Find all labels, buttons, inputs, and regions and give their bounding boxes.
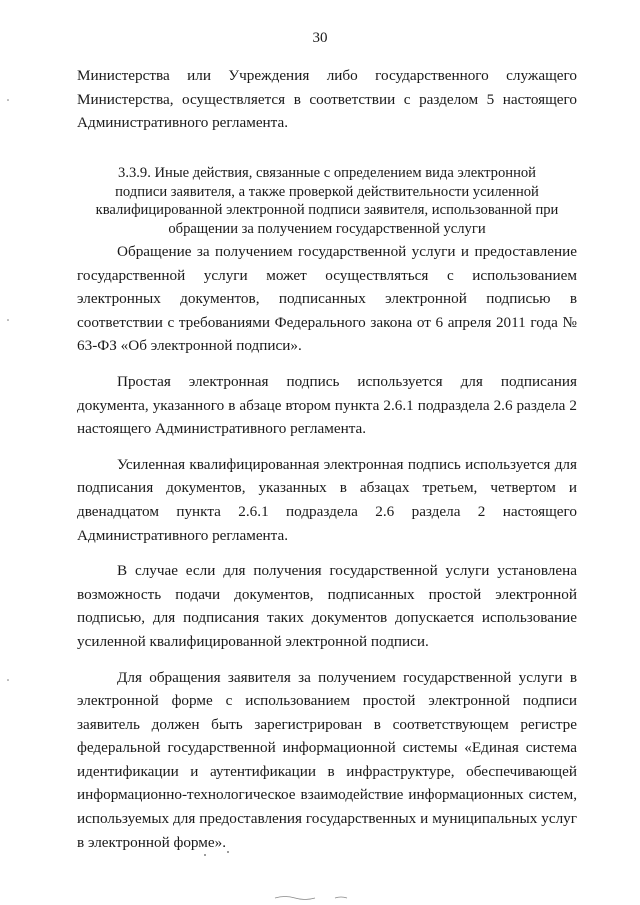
body-paragraph: Усиленная квалифицированная электронная подпись используется для подписания документов, указанных в абзацах третьем, четвертом и двенадцатом пункта 2.6.1 подраздела 2.6 раздела 2 настоящего Административного регламента. (77, 455, 577, 544)
heading-line: квалифицированной электронной подписи заявителя, использованной при (95, 202, 559, 219)
body-paragraph: Простая электронная подпись используется для подписания документа, указанного в абзаце втором пункта 2.6.1 подраздела 2.6 раздела 2 настоящего Административного регламента. (77, 372, 577, 438)
heading-line: подписи заявителя, а также проверкой действительности усиленной (115, 183, 539, 200)
body-paragraph: Для обращения заявителя за получением государственной услуги в электронной форме с использованием простой электронной подписи заявитель должен быть зарегистрирован в соответствующем регистре федеральной государственной информационной системы «Единая система идентификации и аутентификации в инфраструктуре, обеспечивающей информационно-технологическое взаимодействие информационных систем, используемых для предоставления государственных и муниципальных услуг в электронной форме». (77, 668, 577, 851)
intro-block (77, 64, 577, 135)
body-text (77, 240, 577, 854)
body-paragraph: В случае если для получения государственной услуги установлена возможность подачи документов, подписанных простой электронной подписью, для подписания таких документов допускается использование усиленной квалифицированной электронной подписи. (77, 562, 577, 650)
section-heading (77, 164, 577, 238)
page-number: 30 (312, 30, 328, 46)
heading-line: обращении за получением государственной услуги (168, 220, 486, 237)
heading-line: 3.3.9. Иные действия, связанные с определением вида электронной (118, 165, 536, 181)
body-paragraph: Обращение за получением государственной услуги и предоставление государственной услуги может осуществляться с использованием электронных документов, подписанных электронной подписью в соответствии с требованиями Федерального закона от 6 апреля 2011 года № 63-ФЗ «Об электронной подписи». (77, 243, 577, 355)
intro-paragraph: Министерства или Учреждения либо государственного служащего Министерства, осуществляется в соответствии с разделом 5 настоящего Административного регламента. (77, 67, 577, 132)
